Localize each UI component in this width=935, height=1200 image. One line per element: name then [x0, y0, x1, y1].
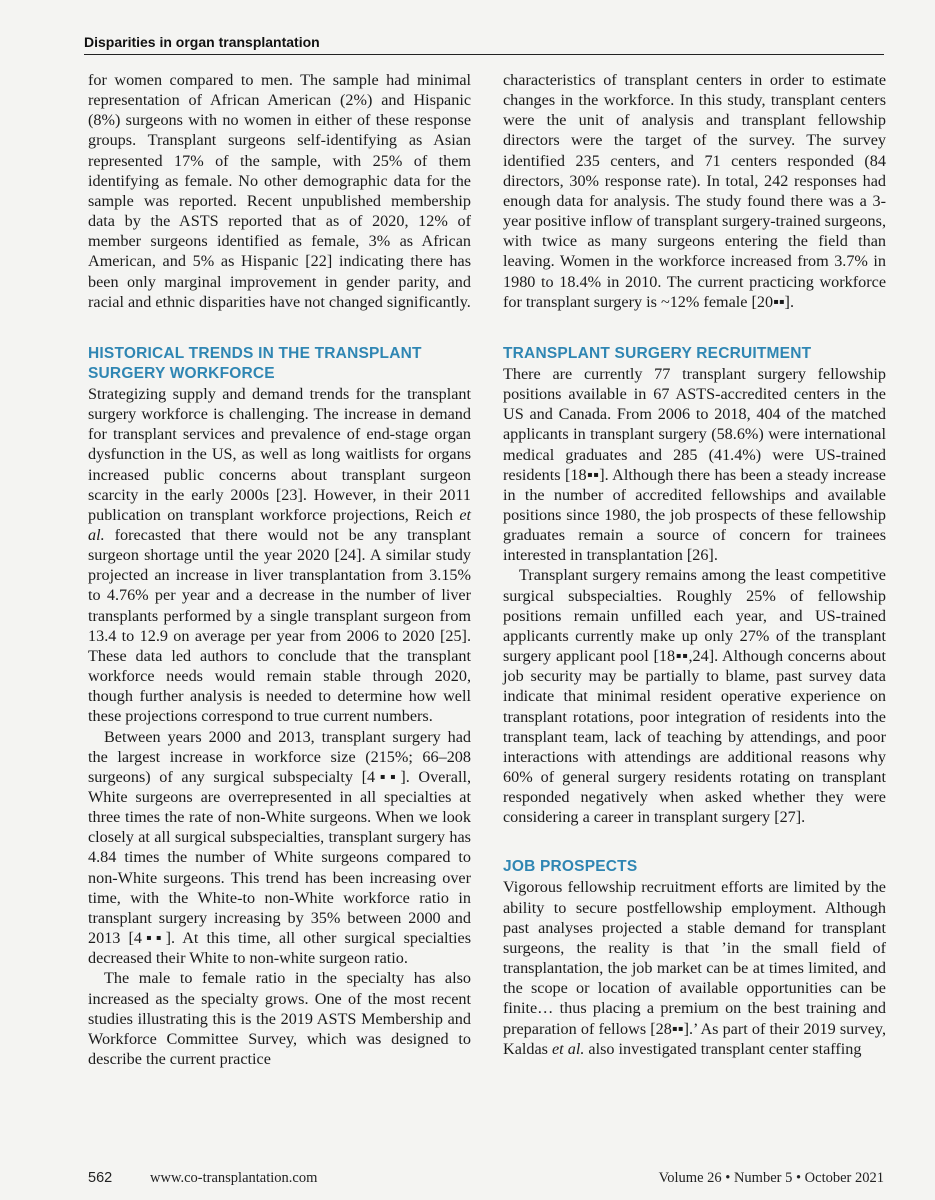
right-paragraph-1: characteristics of transplant centers in order to estimate changes in the workforce. In this study, transplant centers were the unit of analysis and transplant fellowship directors were the target of the survey. The survey identified 235 centers, and 71 centers responded (84 directors, 30% response rate). In total, 242 responses had enough data for analysis. The study found there was a 3-year positive inflow of transplant surgery-trained surgeons, with twice as many surgeons entering the field than leaving. Women in the workforce increased from 3.7% in 1980 to 18.4% in 2010. The current practicing workforce for transplant surgery is ~12% female [20▪▪].	[503, 71, 886, 311]
italic-et-al: et al.	[552, 1039, 585, 1058]
left-paragraph-3: Between years 2000 and 2013, transplant surgery had the largest increase in workforce size (215%; 66–208 surgeons) of any surgical subspecialty [4▪▪]. Overall, White surgeons are overrepresented in all specialties at three times the rate of non-White surgeons. When we look closely at all surgical subspecialties, transplant surgery has 4.84 times the number of White surgeons compared to non-White surgeons. This trend has been increasing over time, with the White-to non-White workforce ratio in transplant surgery increasing by 35% between 2000 and 2013 [4▪▪]. At this time, all other surgical specialties decreased their White to non-white surgeon ratio.	[88, 727, 471, 968]
heading-recruitment: TRANSPLANT SURGERY RECRUITMENT	[503, 344, 812, 362]
issue-info: Volume 26 • Number 5 • October 2021	[658, 1170, 884, 1186]
right-paragraph-3: Transplant surgery remains among the least competitive surgical subspecialties. Roughly 25% of fellowship positions remain unfilled each year, and US-trained applicants currently make up only 27% of the transplant surgery applicant pool [18▪▪,24]. Although concerns about job security may be partially to blame, past survey data indicate that minimal resident operative experience on transplant rotations, poor integration of residents into the transplant team, lack of teaching by attendings, and poor interactions with attendings are additional reasons why 60% of general surgery residents rotating on transplant responded negatively when asked whether they were considering a career in transplant surgery [27].	[503, 566, 886, 827]
journal-url: www.co-transplantation.com	[150, 1170, 318, 1186]
section-gap	[503, 312, 886, 344]
left-paragraph-4: The male to female ratio in the specialty has also increased as the specialty grows. One of the most recent studies illustrating this is the 2019 ASTS Membership and Workforce Committee Survey, which was designed to describe the current practice	[88, 969, 471, 1069]
right-column	[503, 70, 886, 1059]
header-rule	[84, 54, 884, 55]
text-run: forecasted that there would not be any transplant surgeon shortage until the year 2020 [24]. A similar study projected an increase in liver transplantation from 3.15% to 4.76% per year and a decrease in the number of liver transplants performed by a single transplant surgeon from 13.4 to 12.9 on average per year from 2006 to 2020 [25]. These data led authors to conclude that the transplant workforce needs would remain stable through 2020, though further analysis is needed to determine how well these projections correspond to true current numbers.	[88, 525, 471, 726]
italic-et-al: et al.	[88, 505, 471, 544]
text-run: Vigorous fellowship recruitment efforts are limited by the ability to secure postfellowship employment. Although past analyses projected a stable demand for transplant surgeons, the reality is that ’in the small field of transplantation, the job market can be at times limited, and the scope or location of available opportunities can be finite… thus placing a premium on the best training and preparation of fellows [28▪▪].’ As part of their 2019 survey, Kaldas	[503, 878, 886, 1058]
heading-job-prospects: JOB PROSPECTS	[503, 858, 638, 876]
page-number: 562	[88, 1170, 113, 1186]
section-gap	[503, 827, 886, 857]
heading-historical-trends: HISTORICAL TRENDS IN THE TRANSPLANT SURGERY WORKFORCE	[88, 344, 422, 382]
left-column	[88, 70, 471, 1069]
left-paragraph-2	[88, 384, 471, 727]
text-run: Strategizing supply and demand trends for the transplant surgery workforce is challenging. The increase in demand for transplant services and prevalence of end-stage organ dysfunction in the US, as well as long waitlists for organs increased public concerns about transplant surgeon scarcity in the early 2000s [23]. However, in their 2011 publication on transplant workforce projections, Reich	[88, 384, 471, 524]
right-paragraph-4	[503, 877, 886, 1058]
running-head: Disparities in organ transplantation	[84, 34, 320, 50]
left-paragraph-1: for women compared to men. The sample had minimal representation of African American (2%) and Hispanic (8%) surgeons with no women in either of these response groups. Transplant surgeons self-identifying as Asian represented 17% of the sample, with 25% of them identifying as female. No other demographic data for the sample was reported. Recent unpublished membership data by the ASTS reported that as of 2020, 12% of member surgeons identified as female, 3% as African American, and 5% as Hispanic [22] indicating there has been only marginal improvement in gender parity, and racial and ethnic disparities have not changed significantly.	[88, 71, 471, 311]
text-run: also investigated transplant center staffing	[584, 1039, 862, 1058]
section-gap	[88, 312, 471, 344]
right-paragraph-2: There are currently 77 transplant surgery fellowship positions available in 67 ASTS-accredited centers in the US and Canada. From 2006 to 2018, 404 of the matched applicants in transplant surgery (58.6%) were international medical graduates and 285 (41.4%) were US-trained residents [18▪▪]. Although there has been a steady increase in the number of accredited fellowships and available positions since 1980, the job prospects of these fellowship graduates remain a source of concern for trainees interested in transplantation [26].	[503, 364, 886, 565]
